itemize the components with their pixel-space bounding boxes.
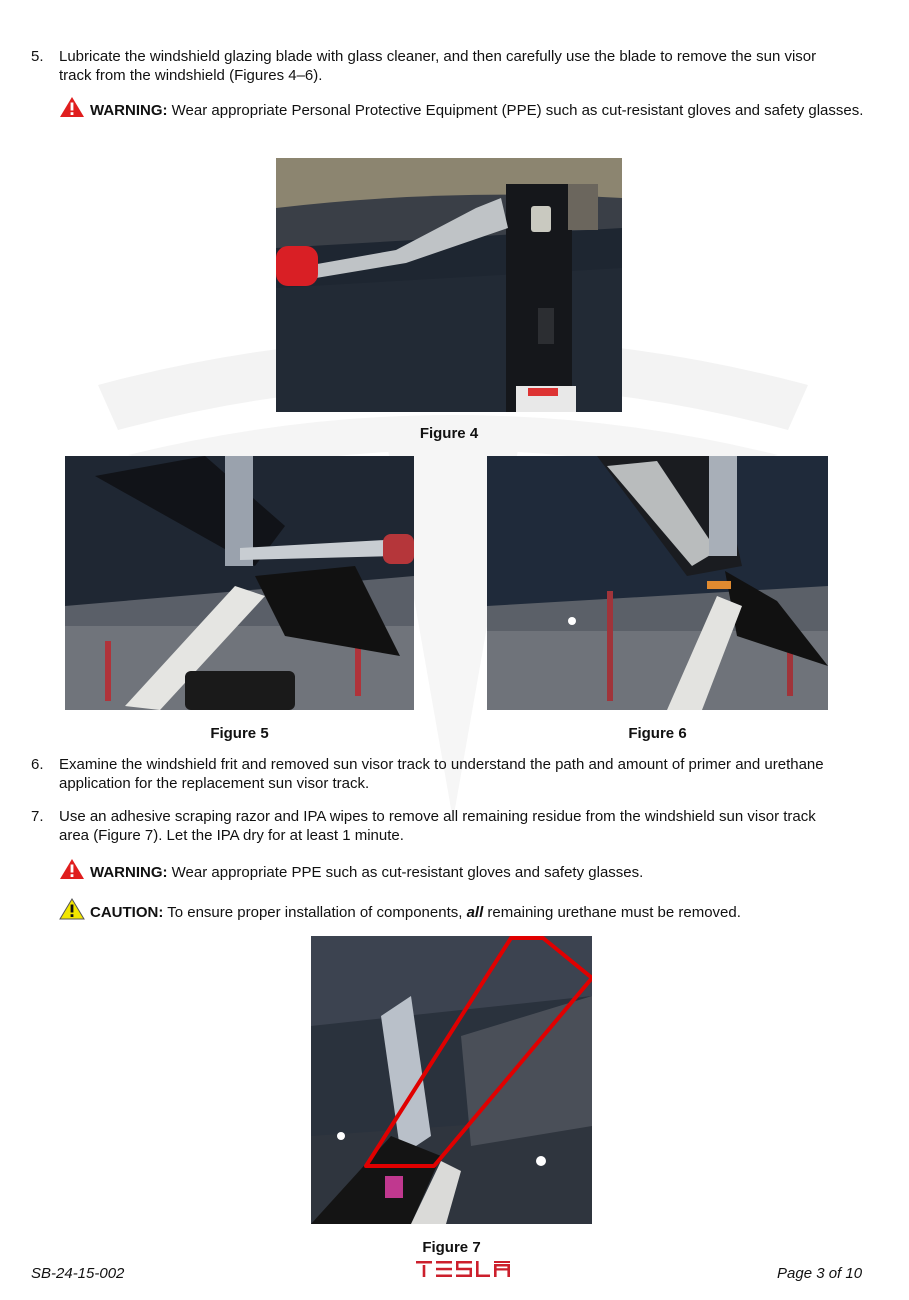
warning-text: Wear appropriate PPE such as cut-resistant gloves and safety glasses.: [167, 864, 644, 881]
warning-icon: [59, 858, 85, 880]
warning-label: WARNING:: [90, 864, 168, 881]
caution-emphasis: all: [466, 904, 484, 921]
figure-4-caption: Figure 4: [419, 425, 479, 442]
step-text: Lubricate the windshield glazing blade with glass cleaner, and then carefully use the blade to remove the sun visor track from the windshield (Figures 4–6).: [59, 48, 817, 84]
warning-notice-1: [59, 96, 869, 125]
step-number: 5.: [31, 48, 44, 65]
warning-notice-2: [59, 858, 869, 887]
step-text: Use an adhesive scraping razor and IPA wipes to remove all remaining residue from the windshield sun visor track area (Figure 7). Let the IPA dry for at least 1 minute.: [59, 808, 816, 844]
warning-icon: [59, 96, 85, 118]
tesla-logo: [416, 1261, 510, 1282]
page-number: Page 3 of 10: [777, 1265, 863, 1282]
step-number: 7.: [31, 808, 44, 825]
warning-text: Wear appropriate Personal Protective Equipment (PPE) such as cut-resistant gloves and safety glasses.: [167, 102, 864, 119]
document-id: SB-24-15-002: [31, 1265, 125, 1282]
figure-6-caption: Figure 6: [628, 725, 687, 742]
caution-text-end: remaining urethane must be removed.: [483, 904, 741, 921]
caution-icon: [59, 898, 85, 920]
warning-label: WARNING:: [90, 102, 168, 119]
figure-5-caption: Figure 5: [210, 725, 269, 742]
caution-notice: [59, 898, 869, 927]
step-number: 6.: [31, 756, 44, 773]
figure-4-image: [276, 158, 622, 412]
figure-6-image: [487, 456, 828, 710]
caution-label: CAUTION:: [90, 904, 164, 921]
figure-7-image: [311, 936, 592, 1224]
figure-5-image: [65, 456, 414, 710]
caution-text: To ensure proper installation of components,: [163, 904, 467, 921]
figure-7-caption: Figure 7: [422, 1239, 481, 1256]
step-text: Examine the windshield frit and removed sun visor track to understand the path and amount of primer and urethane application for the replacement sun visor track.: [59, 756, 824, 792]
